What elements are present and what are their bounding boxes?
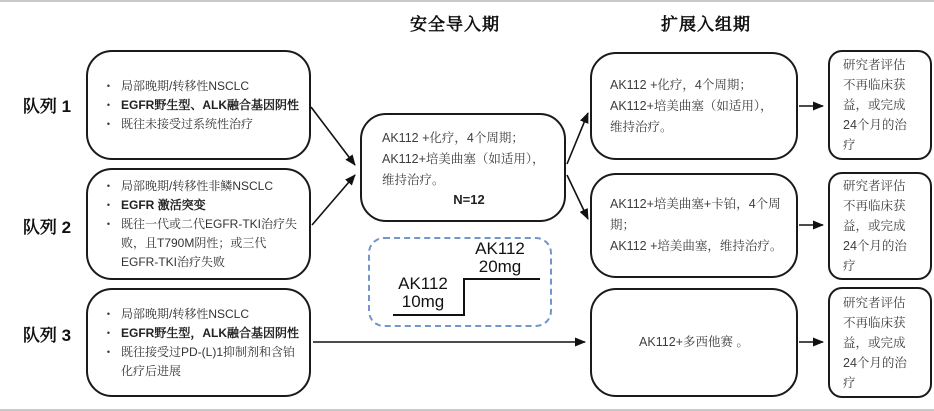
- treatment-line: AK112 +培美曲塞，维持治疗。: [610, 239, 783, 253]
- arrow-cohort2-to-leadin: [312, 175, 355, 225]
- outcome-box-3: [828, 287, 932, 398]
- criteria-text: 局部晚期/转移性NSCLC: [121, 306, 250, 321]
- dose-amount: 10mg: [401, 292, 445, 311]
- bullet-icon: •: [106, 308, 111, 319]
- criteria-item: [104, 96, 299, 115]
- arrow-leadin-to-arm1: [567, 113, 588, 164]
- criteria-text: 局部晚期/转移性NSCLC: [121, 78, 250, 93]
- expansion-arm-1-box: [590, 52, 798, 160]
- treatment-line: AK112 +化疗，4个周期；: [610, 77, 752, 92]
- outcome-box-1: [828, 50, 932, 160]
- sample-size-label: N=12: [453, 192, 485, 207]
- outcome-text: 研究者评估不再临床获益，或完成24个月的治疗: [843, 179, 907, 273]
- criteria-item: [104, 305, 299, 324]
- treatment-line: AK112+培美曲塞+卡铂，4个周期；: [610, 197, 781, 232]
- cohort-3-criteria-box: [86, 288, 311, 397]
- criteria-text: EGFR 激活突变: [121, 197, 206, 212]
- criteria-item: [104, 324, 299, 343]
- top-border-line: [0, 0, 934, 2]
- outcome-text: 研究者评估不再临床获益，或完成24个月的治疗: [843, 295, 907, 390]
- criteria-text: 既往一代或二代EGFR-TKI治疗失败，且T790M阴性；或三代EGFR-TKI治疗失败: [121, 216, 297, 269]
- treatment-line: AK112+培美曲塞（如适用），: [610, 98, 773, 113]
- phase-header-expansion: 扩展入组期: [661, 15, 751, 34]
- dose-step-riser-line: [463, 278, 465, 316]
- cohort-2-criteria-box: [86, 168, 311, 280]
- cohort-1-criteria-box: [86, 50, 311, 160]
- dose-step-low-line: [393, 314, 465, 316]
- cohort-3-label: 队列 3: [22, 326, 72, 345]
- treatment-line: 维持治疗。: [382, 173, 445, 187]
- dose-escalation-box: [368, 237, 552, 327]
- dose-level-1-label: [380, 275, 466, 311]
- bullet-icon: •: [106, 180, 111, 191]
- bullet-icon: •: [106, 199, 111, 210]
- criteria-item: [104, 177, 299, 196]
- criteria-item: [104, 215, 299, 272]
- phase-header-safety-lead-in: 安全导入期: [410, 15, 500, 34]
- criteria-item: [104, 196, 299, 215]
- bullet-icon: •: [106, 99, 111, 110]
- dose-drug-name: AK112: [475, 239, 525, 258]
- treatment-line: AK112 +化疗，4个周期；: [382, 131, 524, 145]
- expansion-arm-2-box: [590, 173, 798, 278]
- dose-level-2-label: [454, 240, 546, 276]
- criteria-text: EGFR野生型，ALK融合基因阴性: [121, 325, 299, 340]
- criteria-text: 既往未接受过系统性治疗: [121, 116, 254, 131]
- bullet-icon: •: [106, 218, 111, 229]
- dose-drug-name: AK112: [398, 274, 448, 293]
- treatment-line: AK112+培美曲塞（如适用），: [382, 152, 545, 166]
- bullet-icon: •: [106, 327, 111, 338]
- criteria-item: [104, 343, 299, 381]
- criteria-text: 既往接受过PD-(L)1抑制剂和含铂化疗后进展: [121, 344, 296, 378]
- cohort-2-label: 队列 2: [22, 218, 72, 237]
- treatment-line: AK112+多西他赛 。: [639, 335, 749, 349]
- criteria-text: EGFR野生型、ALK融合基因阴性: [121, 97, 299, 112]
- lead-in-treatment-box: [360, 113, 566, 222]
- criteria-item: [104, 115, 299, 134]
- criteria-item: [104, 77, 299, 96]
- dose-amount: 20mg: [478, 257, 522, 276]
- bullet-icon: •: [106, 118, 111, 129]
- outcome-text: 研究者评估不再临床获益，或完成24个月的治疗: [843, 58, 907, 152]
- cohort-1-label: 队列 1: [22, 97, 72, 116]
- dose-step-high-line: [463, 278, 540, 280]
- arrow-leadin-to-arm2: [567, 175, 588, 219]
- arrow-cohort1-to-leadin: [311, 107, 355, 165]
- bullet-icon: •: [106, 80, 111, 91]
- bullet-icon: •: [106, 346, 111, 357]
- outcome-box-2: [828, 172, 932, 280]
- criteria-text: 局部晚期/转移性非鳞NSCLC: [121, 178, 274, 193]
- treatment-line: 维持治疗。: [610, 119, 673, 134]
- expansion-arm-3-box: [590, 288, 798, 397]
